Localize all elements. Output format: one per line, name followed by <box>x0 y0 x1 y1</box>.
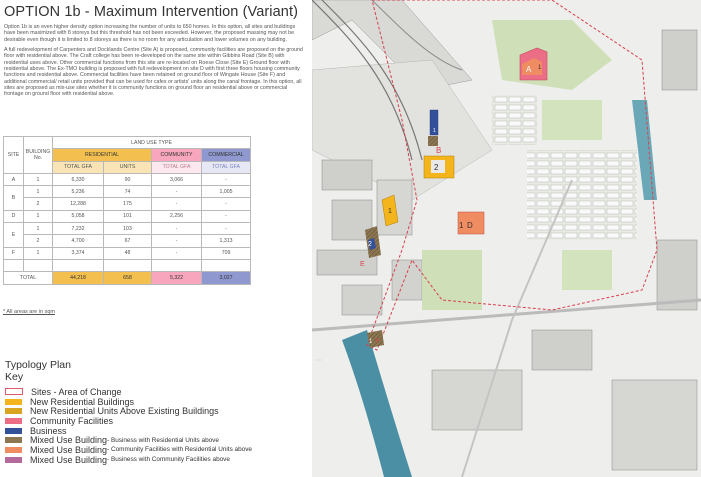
legend-swatch <box>5 408 22 414</box>
site-e-label: E <box>360 261 365 268</box>
cell-building: 1 <box>24 247 53 259</box>
legend-swatch <box>5 418 22 424</box>
table-row <box>4 198 251 210</box>
intro-text <box>4 24 308 102</box>
cell-res-gfa: 3,374 <box>53 247 104 259</box>
col-header-landuse: LAND USE TYPE <box>53 137 251 149</box>
cell-building: 1 <box>24 223 53 235</box>
site-e-bldg-2: 2 <box>368 241 372 248</box>
cell-comm-gfa: - <box>152 186 202 198</box>
total-comm-gfa: 5,322 <box>152 272 202 285</box>
legend-label: Sites - Area of Change <box>31 386 122 397</box>
cell-res-gfa: 5,236 <box>53 186 104 198</box>
cell-res-gfa: 4,700 <box>53 235 104 247</box>
legend-label: Mixed Use Building <box>30 435 108 446</box>
legend-item <box>5 455 252 465</box>
cell-bus-gfa: 1,313 <box>202 235 251 247</box>
site-d-bldg-1: 1 <box>459 221 464 230</box>
cell-bus-gfa: - <box>202 173 251 185</box>
total-bus-gfa: 3,027 <box>202 272 251 285</box>
cell-site: B <box>4 186 24 211</box>
cell-units: 101 <box>104 210 152 222</box>
col-header-res-gfa: TOTAL GFA <box>53 161 104 173</box>
legend-item <box>5 416 252 426</box>
legend-label: New Residential Buildings <box>30 396 135 407</box>
site-a-bldg-1: 1 <box>538 65 542 71</box>
col-header-site: SITE <box>4 137 24 174</box>
area-note: * All areas are in sqm <box>3 309 55 315</box>
cell-res-gfa: 12,288 <box>53 198 104 210</box>
page-title: OPTION 1b - Maximum Intervention (Variant) <box>4 4 299 20</box>
cell-site: F <box>4 247 24 259</box>
cell-bus-gfa: 709 <box>202 247 251 259</box>
legend-swatch <box>5 437 22 443</box>
col-header-comm-gfa: TOTAL GFA <box>152 161 202 173</box>
cell-bus-gfa: - <box>202 210 251 222</box>
cell-building: 1 <box>24 173 53 185</box>
legend-swatch <box>5 399 22 405</box>
cell-bus-gfa: 1,005 <box>202 186 251 198</box>
cell-res-gfa: 5,058 <box>53 210 104 222</box>
land-use-table <box>3 136 251 285</box>
cell-comm-gfa: - <box>152 198 202 210</box>
total-units: 658 <box>104 272 152 285</box>
legend-label: Business <box>30 425 67 436</box>
cell-units: 67 <box>104 235 152 247</box>
col-header-bus-gfa: TOTAL GFA <box>202 161 251 173</box>
table-row <box>4 210 251 222</box>
legend-item <box>5 445 252 455</box>
cell-comm-gfa: - <box>152 223 202 235</box>
legend-label: Community Facilities <box>30 415 114 426</box>
cell-units: 90 <box>104 173 152 185</box>
table-row <box>4 173 251 185</box>
info-panel <box>0 0 312 477</box>
intro-paragraph-2: A full redevelopment of Carpenters and Docklands Centre (Site A) is proposed, community facilities are proposed on the ground floor with residential above. The Craft college has been re-developed on the same site within Gibbins Road (Site B) with residential uses above. Other commercial functions from this site are re-located on Roese Close (Site E) Ground floor with residential above. The Ex-TMO building is proposed with full redevelopment on site D with first three floors housing community functions and residential above. Commercial facilities have been retained on ground floor of Wingate House (Site F) and additional commercial/ retail units provided that can be used for cafes or artists' units along the canal frontage. In this option, all sites are proposed as mix-use sites whether it is community functions on ground floor an residential above or commercial frontage on ground floor with residential above. <box>4 47 303 98</box>
cell-building: 2 <box>24 235 53 247</box>
legend-sublabel: - Business with Community Facilities above <box>107 456 230 464</box>
legend-label: Mixed Use Building <box>30 444 108 455</box>
legend-swatch <box>5 447 22 453</box>
col-header-building: BUILDING No. <box>24 137 53 174</box>
cell-units: 175 <box>104 198 152 210</box>
cell-units: 74 <box>104 186 152 198</box>
legend-item <box>5 406 252 416</box>
table-row <box>4 235 251 247</box>
cell-bus-gfa: - <box>202 198 251 210</box>
legend-title <box>5 360 71 383</box>
site-a-label: A <box>526 65 532 74</box>
site-d-label: D <box>467 221 473 230</box>
cell-building: 2 <box>24 198 53 210</box>
typology-map <box>312 0 701 477</box>
col-header-commercial: COMMERCIAL <box>202 149 251 161</box>
cell-units: 103 <box>104 223 152 235</box>
cell-site: E <box>4 223 24 248</box>
cell-site: D <box>4 210 24 222</box>
legend-swatch <box>5 428 22 434</box>
site-b-label: B <box>436 146 442 155</box>
table-row <box>4 186 251 198</box>
site-f-bldg-1: 1 <box>369 339 373 345</box>
cell-res-gfa: 7,232 <box>53 223 104 235</box>
cell-comm-gfa: 2,256 <box>152 210 202 222</box>
legend-swatch <box>5 457 22 463</box>
legend <box>5 387 252 465</box>
site-e-bldg-1: 1 <box>388 208 392 215</box>
table-row <box>4 247 251 259</box>
cell-comm-gfa: 3,066 <box>152 173 202 185</box>
legend-item <box>5 397 252 407</box>
cell-comm-gfa: - <box>152 247 202 259</box>
legend-label: New Residential Units Above Existing Buildings <box>30 406 219 417</box>
legend-sublabel: - Community Facilities with Residential Units above <box>107 446 252 454</box>
site-f-label: F <box>376 339 380 345</box>
table-row <box>4 223 251 235</box>
site-b-bldg-2: 2 <box>434 163 439 172</box>
total-res-gfa: 44,218 <box>53 272 104 285</box>
legend-item <box>5 435 252 445</box>
cell-site: A <box>4 173 24 185</box>
cell-units: 48 <box>104 247 152 259</box>
intro-paragraph-1: Option 1b is an even higher density option increasing the number of units to 650 homes. In this option, all sites and buildings have been maximized with 8 storeys but this threshold has not been exceeded. However, the proposed massing may not be desirable even though it is limited to 8 storeys as there is no room for any articulation and lower volumes on any building. <box>4 24 296 43</box>
legend-title-1: Typology Plan <box>5 359 71 371</box>
cell-res-gfa: 6,330 <box>53 173 104 185</box>
cell-bus-gfa: - <box>202 223 251 235</box>
col-header-community: COMMUNITY <box>152 149 202 161</box>
legend-item <box>5 426 252 436</box>
site-b-bldg-1: 1 <box>433 128 436 134</box>
legend-sublabel: - Business with Residential Units above <box>107 436 219 444</box>
legend-item <box>5 387 252 397</box>
col-header-residential: RESIDENTIAL <box>53 149 152 161</box>
table-total-row <box>4 272 251 285</box>
total-label: TOTAL <box>4 272 53 285</box>
col-header-units: UNITS <box>104 161 152 173</box>
cell-comm-gfa: - <box>152 235 202 247</box>
legend-swatch <box>5 388 23 395</box>
legend-label: Mixed Use Building <box>30 454 108 465</box>
cell-building: 1 <box>24 210 53 222</box>
cell-building: 1 <box>24 186 53 198</box>
table-row-empty <box>4 259 251 271</box>
legend-title-2: Key <box>5 370 24 383</box>
